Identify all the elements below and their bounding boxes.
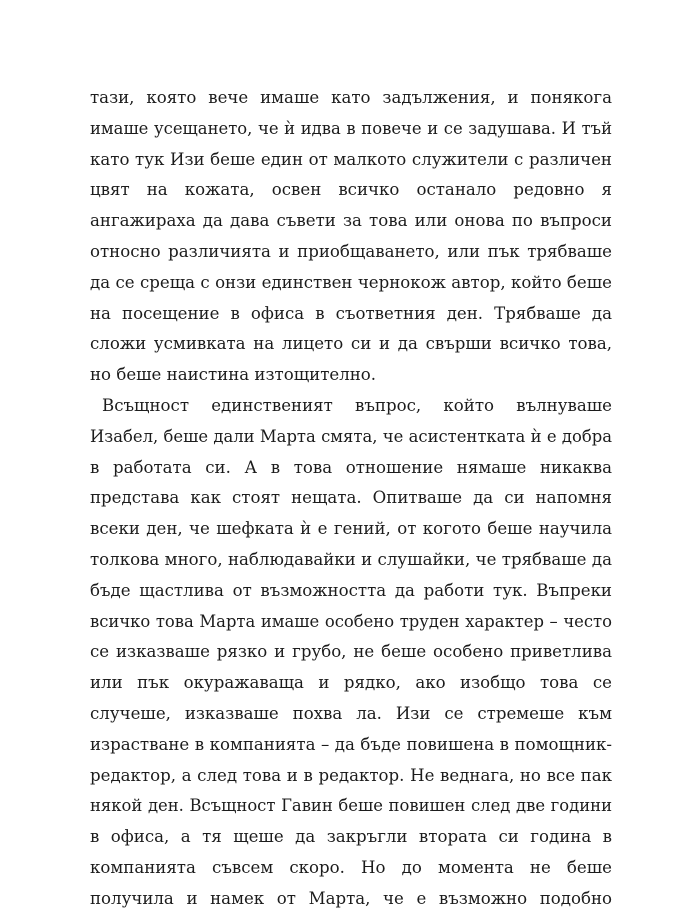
text-line: в работата си. А в това отношение нямаше никаква <box>90 457 612 477</box>
text-line: компанията съвсем скоро. Но до момента не беше <box>90 857 612 877</box>
text-line: някой ден. Всъщност Гавин беше повишен след две години <box>90 796 612 816</box>
text-line: в офиса, а тя щеше да закръгли втората си година в <box>90 827 612 847</box>
text-line: всеки ден, че шефката ѝ е гений, от когото беше научила <box>90 519 612 539</box>
text-line: представа как стоят нещата. Опитваше да си напомня <box>90 488 612 508</box>
text-line: да се среща с онзи единствен чернокож автор, който беше <box>90 272 612 292</box>
text-line: случеше, изказваше похва ла. Изи се стремеше към <box>90 703 612 723</box>
text-line: се изказваше рязко и грубо, не беше особено приветлива <box>90 642 612 662</box>
text-line: като тук Изи беше един от малкото служители с различен <box>90 149 612 169</box>
text-line: бъде щастлива от възможността да работи тук. Въпреки <box>90 580 612 600</box>
text-line: ангажираха да дава съвети за това или онова по въпроси <box>90 211 612 231</box>
text-line: толкова много, наблюдавайки и слушайки, че трябваше да <box>90 549 612 569</box>
text-line: тази, която вече имаше като задължения, и понякога <box>90 88 612 107</box>
text-line: или пък окуражаваща и рядко, ако изобщо това се <box>90 673 612 693</box>
text-line: Всъщност единственият въпрос, който вълнуваше <box>102 395 612 415</box>
text-line: всичко това Марта имаше особено труден характер – често <box>90 611 612 631</box>
text-line: сложи усмивката на лицето си и да свърши всичко това, <box>90 334 612 354</box>
text-line: цвят на кожата, освен всичко останало редовно я <box>90 180 612 200</box>
book-page-text <box>90 83 612 915</box>
text-line: на посещение в офиса в съответния ден. Трябваше да <box>90 303 612 323</box>
text-line: редактор, а след това и в редактор. Не веднага, но все пак <box>90 765 612 785</box>
text-line: израстване в компанията – да бъде повишена в помощник- <box>90 734 612 754</box>
text-line: имаше усещането, че ѝ идва в повече и се задушава. И тъй <box>90 118 612 138</box>
text-line: получила и намек от Марта, че е възможно подобно <box>90 888 612 908</box>
text-line: Изабел, беше дали Марта смята, че асистентката ѝ е добра <box>90 426 612 446</box>
text-line: но беше наистина изтощително. <box>90 365 377 385</box>
text-line: относно различията и приобщаването, или пък трябваше <box>90 241 612 261</box>
